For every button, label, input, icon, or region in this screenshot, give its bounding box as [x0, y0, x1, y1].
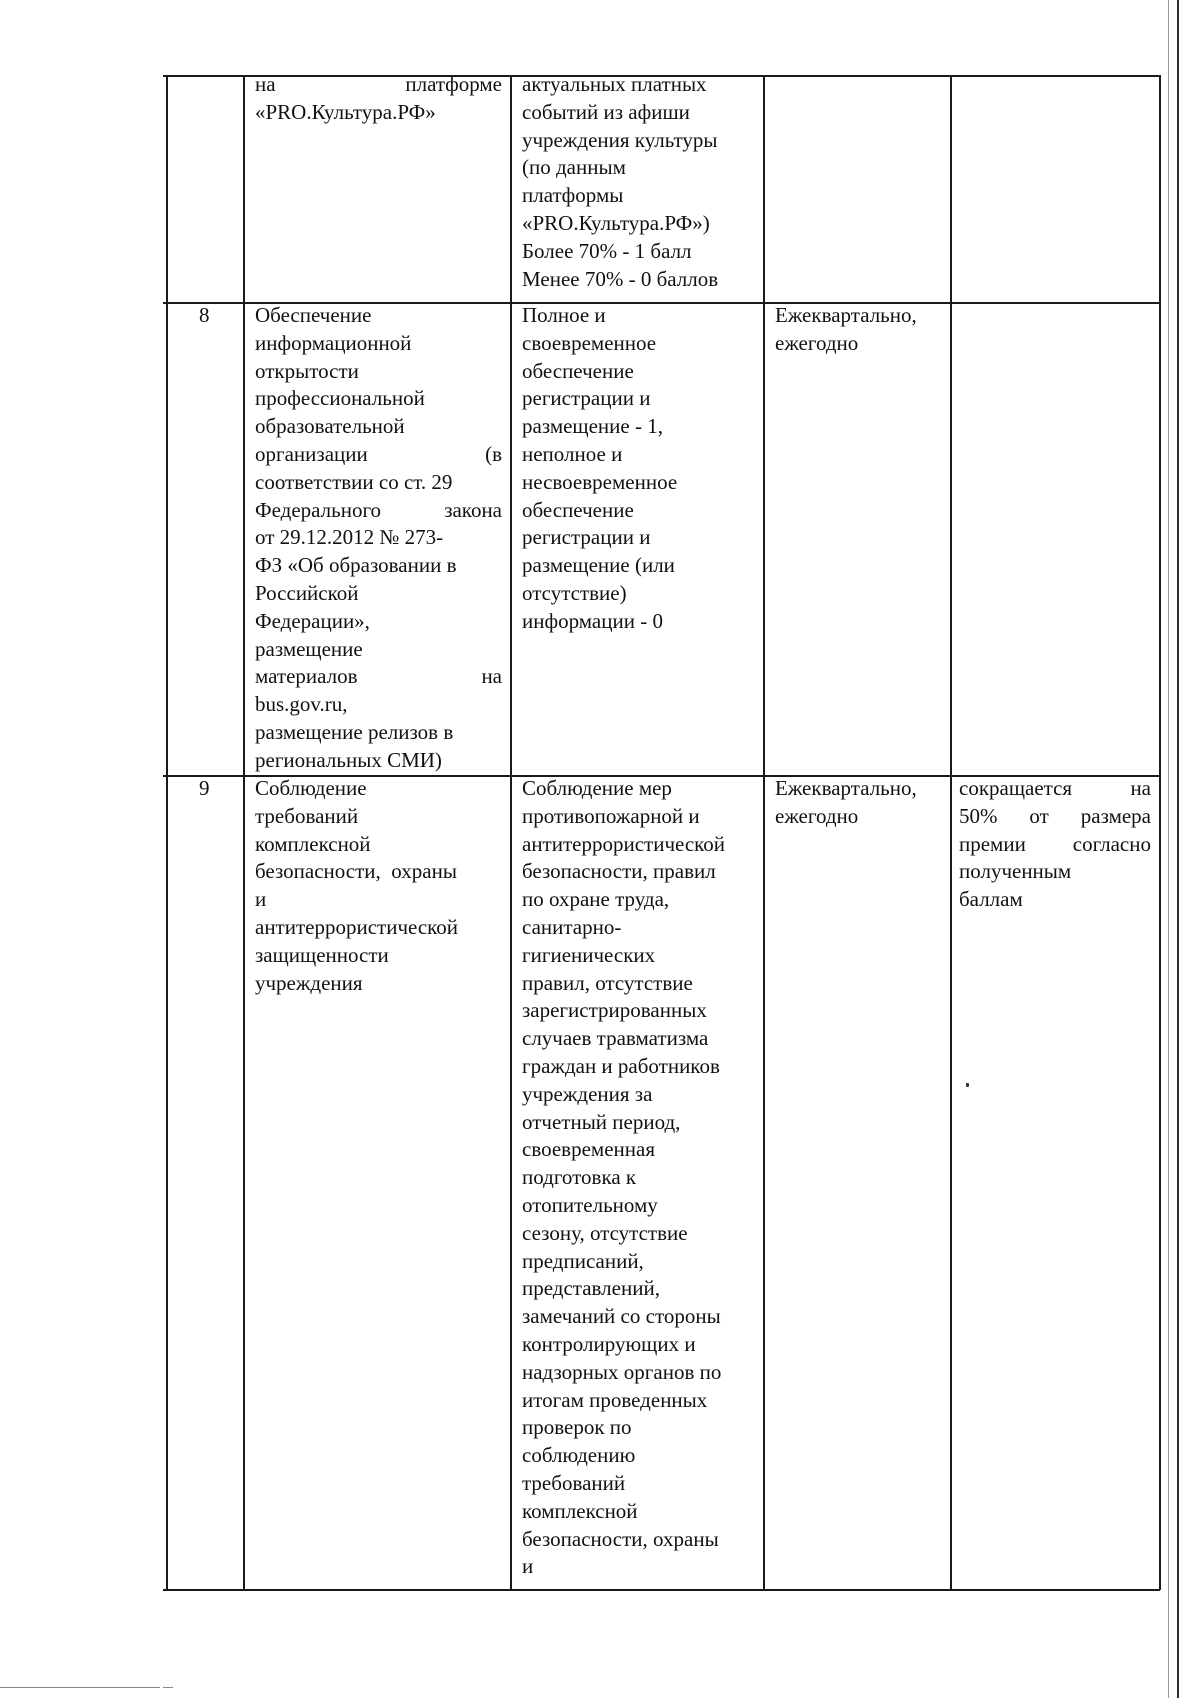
text-line: своевременная — [522, 1137, 655, 1162]
text-line: размещение (или — [522, 553, 675, 578]
text-word: закона — [444, 497, 502, 522]
indicator-cell — [522, 775, 755, 1581]
text-line: Соблюдение — [255, 776, 367, 800]
text-line: замечаний со стороны — [522, 1304, 721, 1329]
text-line: комплексной — [522, 1498, 638, 1523]
text-line: ежегодно — [775, 330, 859, 355]
table-rule — [950, 75, 952, 1590]
criterion-cell — [255, 71, 502, 127]
text-line: баллам — [959, 887, 1023, 912]
text-line: итогам проведенных — [522, 1387, 708, 1412]
text-line — [255, 497, 502, 525]
text-line: Ежеквартально, — [775, 303, 917, 327]
text-word: Федерального — [255, 497, 382, 522]
text-line: требований — [255, 803, 359, 828]
text-line: размещение — [255, 636, 363, 661]
text-line: Менее 70% - 0 баллов — [522, 266, 719, 291]
text-line: информации - 0 — [522, 608, 663, 633]
text-word: размера — [1080, 803, 1151, 828]
scan-speck — [966, 1083, 969, 1087]
text-word: согласно — [1072, 831, 1151, 856]
text-line: Обеспечение — [255, 303, 372, 327]
row-number: 9 — [199, 776, 210, 800]
text-line: «PRO.Культура.РФ» — [255, 99, 436, 124]
text-line: зарегистрированных — [522, 998, 707, 1023]
period-cell — [775, 302, 942, 358]
text-line: открытости — [255, 358, 359, 383]
text-word: (в — [485, 441, 502, 466]
text-line — [959, 831, 1151, 859]
text-line: правил, отсутствие — [522, 970, 693, 995]
text-line: отчетный период, — [522, 1109, 681, 1134]
text-word: платформе — [405, 72, 502, 96]
table-rule — [1159, 75, 1161, 1590]
text-line — [959, 803, 1151, 831]
text-word: 50% — [959, 803, 998, 828]
text-line: противопожарной и — [522, 803, 700, 828]
text-line: соответствии со ст. 29 — [255, 469, 453, 494]
text-line: от 29.12.2012 № 273- — [255, 525, 444, 550]
text-line: гигиенических — [522, 942, 656, 967]
criterion-cell — [255, 302, 502, 775]
text-line: отсутствие) — [522, 580, 627, 605]
text-line: Российской — [255, 580, 359, 605]
note-cell — [959, 775, 1151, 914]
text-line: санитарно- — [522, 914, 622, 939]
text-line: подготовка к — [522, 1165, 637, 1190]
scan-edge-line — [1168, 0, 1169, 1698]
text-line: защищенности — [255, 942, 389, 967]
text-line: по охране труда, — [522, 887, 670, 912]
text-line: безопасности, правил — [522, 859, 716, 884]
text-line: Более 70% - 1 балл — [522, 238, 692, 263]
scan-bottom-mark — [163, 1687, 173, 1688]
indicator-cell — [522, 302, 755, 636]
text-line: случаев травматизма — [522, 1026, 709, 1051]
text-line: граждан и работников — [522, 1053, 720, 1078]
text-line: bus.gov.ru, — [255, 692, 348, 717]
text-line: предписаний, — [522, 1248, 644, 1273]
text-line: представлений, — [522, 1276, 660, 1301]
table-rule — [510, 75, 512, 1590]
text-line: отопительному — [522, 1192, 658, 1217]
text-line — [255, 71, 502, 99]
criterion-cell — [255, 775, 502, 997]
row-number: 8 — [199, 303, 210, 327]
text-line — [255, 663, 502, 691]
text-line: ФЗ «Об образовании в — [255, 553, 457, 578]
text-line: размещение релизов в — [255, 719, 454, 744]
text-line: ежегодно — [775, 803, 859, 828]
scan-bottom-mark — [0, 1687, 160, 1688]
text-line: своевременное — [522, 330, 657, 355]
text-line: полученным — [959, 859, 1072, 884]
text-word: премии — [959, 831, 1026, 856]
text-line: региональных СМИ) — [255, 747, 442, 772]
table-rule — [243, 75, 245, 1590]
text-word: организации — [255, 441, 368, 466]
text-line: надзорных органов по — [522, 1359, 722, 1384]
text-line: актуальных платных — [522, 72, 707, 96]
text-line: Соблюдение мер — [522, 776, 672, 800]
text-line: и — [255, 887, 267, 912]
text-line: учреждения культуры — [522, 127, 718, 152]
text-line: (по данным — [522, 155, 626, 180]
text-line: требований — [522, 1470, 626, 1495]
text-line: безопасности, охраны — [255, 859, 457, 884]
text-line: Ежеквартально, — [775, 776, 917, 800]
text-line: учреждения за — [522, 1081, 653, 1106]
text-line: безопасности, охраны — [522, 1526, 719, 1551]
scan-edge-line — [1177, 0, 1179, 1698]
text-word: на — [255, 72, 276, 96]
table-rule — [763, 75, 765, 1590]
text-line: несвоевременное — [522, 469, 678, 494]
text-line: неполное и — [522, 441, 623, 466]
text-line: регистрации и — [522, 386, 651, 411]
text-line: информационной — [255, 330, 412, 355]
text-line: образовательной — [255, 414, 405, 439]
text-line: Полное и — [522, 303, 606, 327]
text-line: «PRO.Культура.РФ») — [522, 210, 710, 235]
text-word: от — [1029, 803, 1049, 828]
text-line: Федерации», — [255, 608, 370, 633]
table-rule — [166, 75, 168, 1590]
text-line: антитеррористической — [255, 914, 459, 939]
text-word: материалов — [255, 664, 358, 689]
text-line — [255, 441, 502, 469]
text-line: комплексной — [255, 831, 371, 856]
text-word: на — [481, 664, 502, 689]
text-line: размещение - 1, — [522, 414, 663, 439]
text-line: платформы — [522, 183, 624, 208]
period-cell — [775, 775, 942, 831]
text-line: и — [522, 1554, 534, 1579]
table-rule — [163, 1589, 1160, 1591]
text-line: регистрации и — [522, 525, 651, 550]
text-line: антитеррористической — [522, 831, 726, 856]
text-line: контролирующих и — [522, 1331, 696, 1356]
indicator-cell — [522, 71, 755, 293]
text-word: сокращается — [959, 776, 1073, 800]
text-line: проверок по — [522, 1415, 632, 1440]
text-line: обеспечение — [522, 358, 634, 383]
text-line: соблюдению — [522, 1443, 636, 1468]
text-line: учреждения — [255, 970, 363, 995]
text-line: сезону, отсутствие — [522, 1220, 688, 1245]
text-line: профессиональной — [255, 386, 425, 411]
text-line: обеспечение — [522, 497, 634, 522]
text-line: событий из афиши — [522, 99, 690, 124]
text-word: на — [1130, 776, 1151, 800]
text-line — [959, 775, 1151, 803]
